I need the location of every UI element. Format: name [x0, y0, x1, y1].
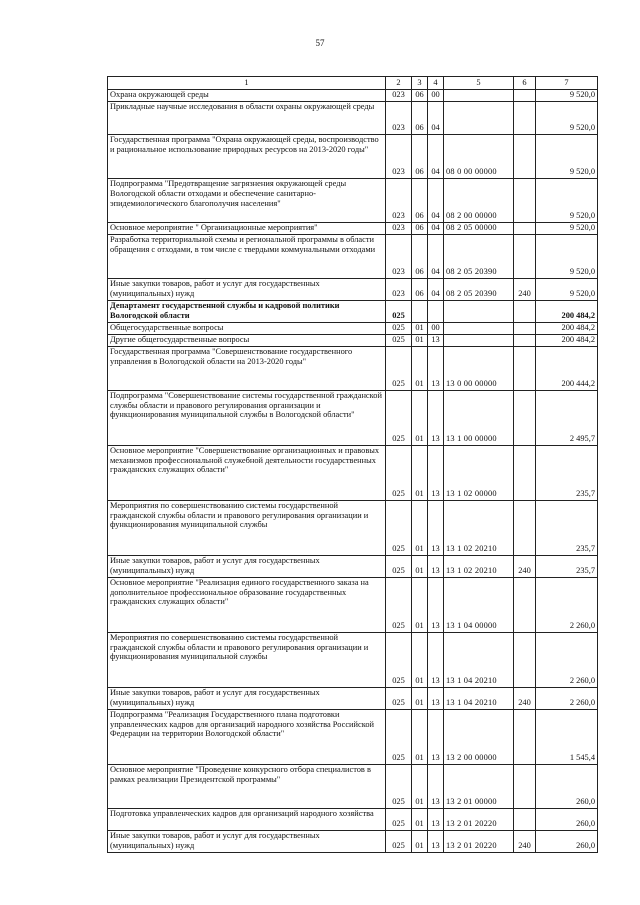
row-expense-type-cell	[514, 500, 536, 555]
table-header-row	[108, 77, 598, 90]
column-header: 2	[386, 77, 412, 90]
row-section-cell: 06	[412, 222, 428, 234]
row-name-cell: Разработка территориальной схемы и региональной программы в области обращения с отходами, в том числе с твердыми коммунальными отходами	[108, 234, 386, 278]
row-expense-type-cell	[514, 90, 536, 102]
table-row	[108, 709, 598, 764]
row-expense-type-cell	[514, 178, 536, 222]
row-expense-type-cell	[514, 632, 536, 687]
row-ved-cell: 025	[386, 709, 412, 764]
row-subsection-cell: 04	[428, 178, 444, 222]
row-sum-cell: 235,7	[536, 500, 598, 555]
row-ved-cell: 025	[386, 764, 412, 808]
row-name-cell: Основное мероприятие "Проведение конкурсного отбора специалистов в рамках реализации Президентской программы"	[108, 764, 386, 808]
row-name-cell: Иные закупки товаров, работ и услуг для государственных (муниципальных) нужд	[108, 555, 386, 577]
row-sum-cell: 2 260,0	[536, 577, 598, 632]
row-name-cell: Подпрограмма "Предотвращение загрязнения окружающей среды Вологодской области отходами и обеспечение санитарно-эпидемиологического благополучия населения"	[108, 178, 386, 222]
column-header: 7	[536, 77, 598, 90]
row-ved-cell: 025	[386, 808, 412, 830]
row-subsection-cell: 13	[428, 687, 444, 709]
row-target-article-cell: 13 1 02 20210	[444, 555, 514, 577]
row-target-article-cell	[444, 90, 514, 102]
row-ved-cell: 025	[386, 346, 412, 390]
row-section-cell: 01	[412, 445, 428, 500]
row-section-cell: 06	[412, 234, 428, 278]
row-name-cell: Департамент государственной службы и кадровой политики Вологодской области	[108, 300, 386, 322]
row-sum-cell: 235,7	[536, 555, 598, 577]
row-sum-cell: 260,0	[536, 764, 598, 808]
row-name-cell: Мероприятия по совершенствованию системы государственной гражданской службы области и правового регулирования организации и функционирования муниципальной службы	[108, 632, 386, 687]
table-row	[108, 234, 598, 278]
row-ved-cell: 025	[386, 500, 412, 555]
row-target-article-cell: 13 2 01 20220	[444, 830, 514, 852]
column-header: 4	[428, 77, 444, 90]
row-name-cell: Подпрограмма "Реализация Государственного плана подготовки управленческих кадров для организаций народного хозяйства Российской Федерации на территории Вологодской области"	[108, 709, 386, 764]
row-subsection-cell: 13	[428, 500, 444, 555]
row-ved-cell: 023	[386, 178, 412, 222]
row-ved-cell: 025	[386, 300, 412, 322]
row-subsection-cell: 04	[428, 134, 444, 178]
table-row	[108, 334, 598, 346]
row-name-cell: Иные закупки товаров, работ и услуг для государственных (муниципальных) нужд	[108, 687, 386, 709]
row-ved-cell: 025	[386, 555, 412, 577]
table-row	[108, 322, 598, 334]
table-row	[108, 577, 598, 632]
row-subsection-cell: 00	[428, 90, 444, 102]
row-subsection-cell: 04	[428, 101, 444, 134]
row-subsection-cell: 04	[428, 278, 444, 300]
row-target-article-cell: 13 1 00 00000	[444, 390, 514, 445]
table-row	[108, 632, 598, 687]
table-row	[108, 687, 598, 709]
row-expense-type-cell	[514, 390, 536, 445]
row-subsection-cell: 13	[428, 555, 444, 577]
row-name-cell: Основное мероприятие "Реализация единого государственного заказа на дополнительное профессиональное образование государственных гражданских служащих области"	[108, 577, 386, 632]
row-name-cell: Общегосударственные вопросы	[108, 322, 386, 334]
row-target-article-cell: 13 2 01 20220	[444, 808, 514, 830]
row-name-cell: Подготовка управленческих кадров для организаций народного хозяйства	[108, 808, 386, 830]
row-ved-cell: 025	[386, 632, 412, 687]
row-name-cell: Другие общегосударственные вопросы	[108, 334, 386, 346]
column-header: 5	[444, 77, 514, 90]
row-sum-cell: 9 520,0	[536, 278, 598, 300]
row-section-cell: 01	[412, 322, 428, 334]
row-target-article-cell: 13 1 02 00000	[444, 445, 514, 500]
row-subsection-cell: 13	[428, 334, 444, 346]
row-target-article-cell: 08 2 00 00000	[444, 178, 514, 222]
row-subsection-cell: 13	[428, 764, 444, 808]
row-section-cell: 01	[412, 577, 428, 632]
row-sum-cell: 2 260,0	[536, 632, 598, 687]
row-ved-cell: 023	[386, 90, 412, 102]
row-section-cell: 01	[412, 390, 428, 445]
row-subsection-cell: 13	[428, 709, 444, 764]
table-row	[108, 300, 598, 322]
row-section-cell: 01	[412, 808, 428, 830]
row-expense-type-cell	[514, 101, 536, 134]
row-target-article-cell: 13 1 02 20210	[444, 500, 514, 555]
row-subsection-cell: 13	[428, 830, 444, 852]
row-target-article-cell: 08 2 05 00000	[444, 222, 514, 234]
row-target-article-cell	[444, 334, 514, 346]
row-ved-cell: 023	[386, 278, 412, 300]
row-expense-type-cell	[514, 234, 536, 278]
row-sum-cell: 9 520,0	[536, 90, 598, 102]
table-row	[108, 178, 598, 222]
row-target-article-cell: 13 1 04 00000	[444, 577, 514, 632]
row-name-cell: Государственная программа "Охрана окружающей среды, воспроизводство и рациональное использование природных ресурсов на 2013-2020 годы"	[108, 134, 386, 178]
row-sum-cell: 9 520,0	[536, 178, 598, 222]
row-target-article-cell: 08 2 05 20390	[444, 234, 514, 278]
row-section-cell: 01	[412, 764, 428, 808]
row-target-article-cell: 08 2 05 20390	[444, 278, 514, 300]
row-ved-cell: 023	[386, 234, 412, 278]
row-expense-type-cell	[514, 346, 536, 390]
row-sum-cell: 9 520,0	[536, 134, 598, 178]
row-sum-cell: 9 520,0	[536, 101, 598, 134]
row-expense-type-cell	[514, 334, 536, 346]
row-expense-type-cell	[514, 577, 536, 632]
row-expense-type-cell	[514, 300, 536, 322]
row-sum-cell: 260,0	[536, 830, 598, 852]
row-expense-type-cell: 240	[514, 830, 536, 852]
row-sum-cell: 200 484,2	[536, 334, 598, 346]
row-section-cell: 06	[412, 178, 428, 222]
table-row	[108, 808, 598, 830]
row-target-article-cell: 08 0 00 00000	[444, 134, 514, 178]
row-ved-cell: 025	[386, 322, 412, 334]
row-target-article-cell	[444, 322, 514, 334]
row-subsection-cell: 13	[428, 346, 444, 390]
row-ved-cell: 023	[386, 222, 412, 234]
column-header: 1	[108, 77, 386, 90]
row-sum-cell: 200 484,2	[536, 322, 598, 334]
row-section-cell: 01	[412, 500, 428, 555]
row-target-article-cell: 13 2 01 00000	[444, 764, 514, 808]
row-subsection-cell	[428, 300, 444, 322]
row-sum-cell: 200 444,2	[536, 346, 598, 390]
row-subsection-cell: 04	[428, 222, 444, 234]
row-expense-type-cell	[514, 808, 536, 830]
row-section-cell: 01	[412, 709, 428, 764]
table-row	[108, 346, 598, 390]
table-row	[108, 500, 598, 555]
row-target-article-cell: 13 1 04 20210	[444, 632, 514, 687]
row-expense-type-cell: 240	[514, 278, 536, 300]
row-name-cell: Основное мероприятие " Организационные мероприятия"	[108, 222, 386, 234]
row-target-article-cell	[444, 300, 514, 322]
row-ved-cell: 025	[386, 334, 412, 346]
row-expense-type-cell	[514, 322, 536, 334]
row-section-cell: 06	[412, 134, 428, 178]
row-sum-cell: 235,7	[536, 445, 598, 500]
row-sum-cell: 9 520,0	[536, 222, 598, 234]
row-section-cell: 01	[412, 555, 428, 577]
row-ved-cell: 023	[386, 134, 412, 178]
row-sum-cell: 260,0	[536, 808, 598, 830]
row-target-article-cell: 13 1 04 20210	[444, 687, 514, 709]
row-name-cell: Подпрограмма "Совершенствование системы государственной гражданской службы области и правового регулирования организации и функционирования муниципальной службы в Вологодской области"	[108, 390, 386, 445]
row-expense-type-cell	[514, 764, 536, 808]
table-row	[108, 445, 598, 500]
table-row	[108, 278, 598, 300]
row-section-cell	[412, 300, 428, 322]
row-sum-cell: 2 260,0	[536, 687, 598, 709]
table-row	[108, 555, 598, 577]
row-section-cell: 06	[412, 278, 428, 300]
row-name-cell: Иные закупки товаров, работ и услуг для государственных (муниципальных) нужд	[108, 830, 386, 852]
row-subsection-cell: 04	[428, 234, 444, 278]
row-sum-cell: 2 495,7	[536, 390, 598, 445]
table-row	[108, 90, 598, 102]
row-name-cell: Охрана окружающей среды	[108, 90, 386, 102]
row-section-cell: 01	[412, 830, 428, 852]
row-subsection-cell: 13	[428, 632, 444, 687]
row-section-cell: 06	[412, 90, 428, 102]
row-expense-type-cell	[514, 222, 536, 234]
row-expense-type-cell	[514, 709, 536, 764]
row-section-cell: 01	[412, 687, 428, 709]
row-expense-type-cell	[514, 134, 536, 178]
row-expense-type-cell	[514, 445, 536, 500]
row-ved-cell: 025	[386, 390, 412, 445]
table-row	[108, 134, 598, 178]
row-section-cell: 06	[412, 101, 428, 134]
row-section-cell: 01	[412, 632, 428, 687]
row-subsection-cell: 13	[428, 390, 444, 445]
row-subsection-cell: 00	[428, 322, 444, 334]
table-row	[108, 830, 598, 852]
row-sum-cell: 200 484,2	[536, 300, 598, 322]
row-section-cell: 01	[412, 334, 428, 346]
row-expense-type-cell: 240	[514, 555, 536, 577]
row-subsection-cell: 13	[428, 445, 444, 500]
row-target-article-cell: 13 0 00 00000	[444, 346, 514, 390]
row-name-cell: Прикладные научные исследования в области охраны окружающей среды	[108, 101, 386, 134]
column-header: 3	[412, 77, 428, 90]
row-subsection-cell: 13	[428, 808, 444, 830]
row-ved-cell: 025	[386, 577, 412, 632]
row-sum-cell: 1 545,4	[536, 709, 598, 764]
row-section-cell: 01	[412, 346, 428, 390]
row-name-cell: Мероприятия по совершенствованию системы государственной гражданской службы области и правового регулирования организации и функционирования муниципальной службы	[108, 500, 386, 555]
row-target-article-cell	[444, 101, 514, 134]
row-target-article-cell: 13 2 00 00000	[444, 709, 514, 764]
row-ved-cell: 025	[386, 830, 412, 852]
table-row	[108, 390, 598, 445]
row-name-cell: Государственная программа "Совершенствование государственного управления в Вологодской области на 2013-2020 годы"	[108, 346, 386, 390]
row-name-cell: Основное мероприятие "Совершенствование организационных и правовых механизмов профессиональной служебной деятельности государственных гражданских служащих области"	[108, 445, 386, 500]
row-subsection-cell: 13	[428, 577, 444, 632]
row-ved-cell: 023	[386, 101, 412, 134]
row-ved-cell: 025	[386, 687, 412, 709]
row-name-cell: Иные закупки товаров, работ и услуг для государственных (муниципальных) нужд	[108, 278, 386, 300]
budget-table	[107, 76, 598, 853]
page-number: 57	[315, 38, 325, 48]
row-ved-cell: 025	[386, 445, 412, 500]
row-expense-type-cell: 240	[514, 687, 536, 709]
table-row	[108, 764, 598, 808]
row-sum-cell: 9 520,0	[536, 234, 598, 278]
table-row	[108, 222, 598, 234]
table-row	[108, 101, 598, 134]
column-header: 6	[514, 77, 536, 90]
